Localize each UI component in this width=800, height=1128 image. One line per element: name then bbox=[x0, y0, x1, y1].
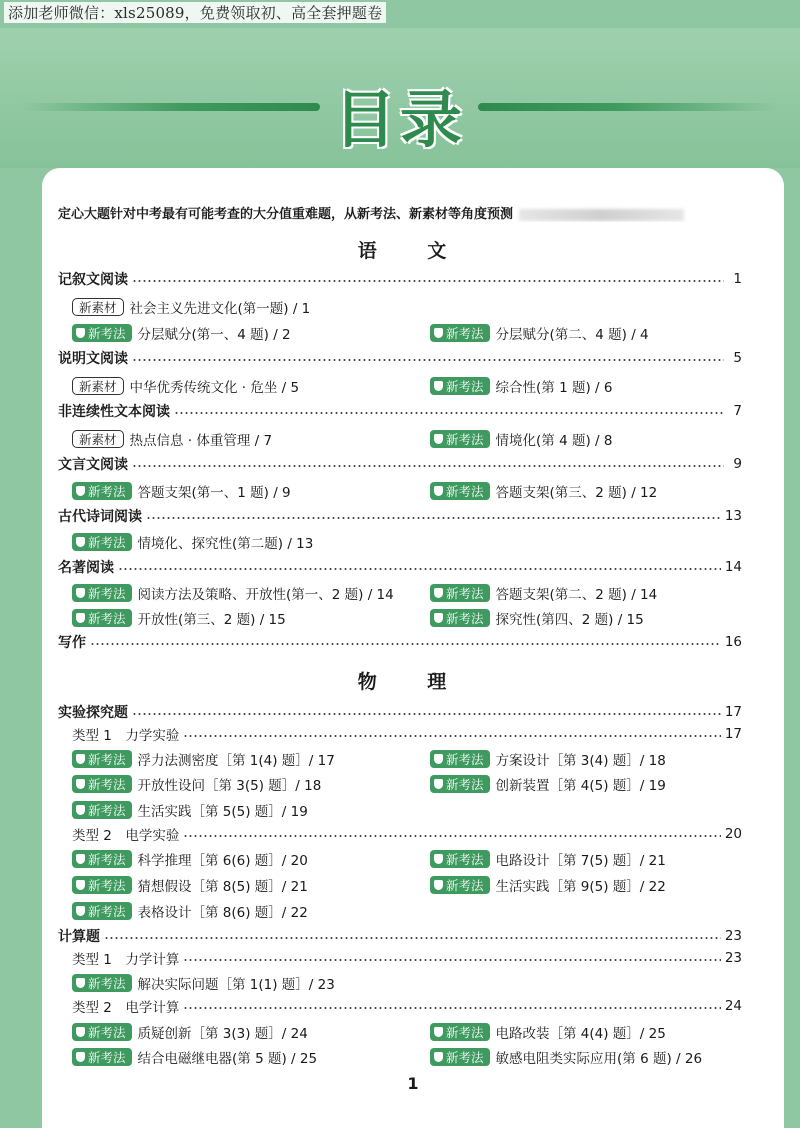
toc-row-expository[interactable]: 说明文阅读 5 bbox=[58, 350, 742, 367]
new-method-badge: 新考法 bbox=[430, 430, 490, 448]
new-material-badge: 新素材 bbox=[72, 430, 124, 448]
toc-row-electrical-calculation[interactable]: 类型 2 电学计算 24 bbox=[72, 998, 742, 1016]
toc-row-writing[interactable]: 写作 16 bbox=[58, 634, 742, 651]
shield-icon bbox=[76, 906, 85, 916]
new-method-badge: 新考法 bbox=[430, 1023, 490, 1041]
shield-icon bbox=[76, 486, 85, 496]
shield-icon bbox=[434, 854, 443, 864]
toc-entry[interactable]: 新素材 社会主义先进文化(第一题) / 1 bbox=[72, 296, 310, 318]
toc-entry[interactable]: 新考法 创新装置［第 4(5) 题］/ 19 bbox=[430, 773, 666, 795]
toc-entry[interactable]: 新考法 阅读方法及策略、开放性(第一、2 题) / 14 bbox=[72, 582, 394, 604]
shield-icon bbox=[434, 434, 443, 444]
new-method-badge: 新考法 bbox=[430, 850, 490, 868]
shield-icon bbox=[76, 537, 85, 547]
new-method-badge: 新考法 bbox=[72, 876, 132, 894]
toc-entry[interactable]: 新考法 综合性(第 1 题) / 6 bbox=[430, 375, 612, 397]
section-title-physics: 物 理 bbox=[357, 671, 469, 693]
new-method-badge: 新考法 bbox=[72, 801, 132, 819]
shield-icon bbox=[76, 1027, 85, 1037]
page-number: 1 bbox=[407, 1074, 419, 1093]
new-method-badge: 新考法 bbox=[72, 324, 132, 342]
shield-icon bbox=[434, 328, 443, 338]
shield-icon bbox=[434, 880, 443, 890]
new-method-badge: 新考法 bbox=[430, 609, 490, 627]
toc-entry[interactable]: 新考法 结合电磁继电器(第 5 题) / 25 bbox=[72, 1046, 317, 1068]
toc-entry[interactable]: 新考法 生活实践［第 5(5) 题］/ 19 bbox=[72, 799, 308, 821]
new-method-badge: 新考法 bbox=[72, 1023, 132, 1041]
shield-icon bbox=[434, 754, 443, 764]
shield-icon bbox=[76, 754, 85, 764]
toc-row-noncontinuous[interactable]: 非连续性文本阅读 7 bbox=[58, 403, 742, 420]
shield-icon bbox=[76, 854, 85, 864]
shield-icon bbox=[434, 1027, 443, 1037]
toc-row-mechanics-calculation[interactable]: 类型 1 力学计算 23 bbox=[72, 950, 742, 968]
new-method-badge: 新考法 bbox=[72, 974, 132, 992]
title-decor-line-left bbox=[20, 103, 320, 111]
shield-icon bbox=[76, 328, 85, 338]
toc-row-narrative[interactable]: 记叙文阅读 1 bbox=[58, 271, 742, 288]
title-decor-line-right bbox=[478, 103, 778, 111]
new-method-badge: 新考法 bbox=[430, 1048, 490, 1066]
toc-entry[interactable]: 新考法 分层赋分(第一、4 题) / 2 bbox=[72, 322, 291, 344]
new-method-badge: 新考法 bbox=[72, 584, 132, 602]
shield-icon bbox=[434, 486, 443, 496]
toc-entry[interactable]: 新素材 中华优秀传统文化 · 危坐 / 5 bbox=[72, 375, 299, 397]
toc-entry[interactable]: 新考法 答题支架(第三、2 题) / 12 bbox=[430, 480, 657, 502]
new-method-badge: 新考法 bbox=[430, 750, 490, 768]
new-method-badge: 新考法 bbox=[72, 1048, 132, 1066]
shield-icon bbox=[76, 613, 85, 623]
toc-entry[interactable]: 新考法 电路设计［第 7(5) 题］/ 21 bbox=[430, 848, 666, 870]
shield-icon bbox=[434, 381, 443, 391]
toc-entry[interactable]: 新考法 表格设计［第 8(6) 题］/ 22 bbox=[72, 900, 308, 922]
section-title-chinese: 语 文 bbox=[357, 240, 469, 262]
shield-icon bbox=[76, 805, 85, 815]
shield-icon bbox=[76, 588, 85, 598]
blurred-text bbox=[519, 209, 684, 221]
new-material-badge: 新素材 bbox=[72, 298, 124, 316]
shield-icon bbox=[76, 779, 85, 789]
new-material-badge: 新素材 bbox=[72, 377, 124, 395]
shield-icon bbox=[434, 779, 443, 789]
toc-row-calculation[interactable]: 计算题 23 bbox=[58, 928, 742, 945]
new-method-badge: 新考法 bbox=[430, 377, 490, 395]
shield-icon bbox=[76, 978, 85, 988]
toc-entry[interactable]: 新考法 分层赋分(第二、4 题) / 4 bbox=[430, 322, 649, 344]
intro-text: 定心大题针对中考最有可能考查的大分值重难题，从新考法、新素材等角度预测 bbox=[58, 203, 778, 222]
shield-icon bbox=[434, 588, 443, 598]
new-method-badge: 新考法 bbox=[72, 850, 132, 868]
toc-entry[interactable]: 新考法 情境化、探究性(第二题) / 13 bbox=[72, 531, 313, 553]
toc-row-mechanics-experiment[interactable]: 类型 1 力学实验 17 bbox=[72, 726, 742, 744]
shield-icon bbox=[434, 613, 443, 623]
toc-entry[interactable]: 新考法 开放性(第三、2 题) / 15 bbox=[72, 607, 286, 629]
toc-row-electrical-experiment[interactable]: 类型 2 电学实验 20 bbox=[72, 826, 742, 844]
new-method-badge: 新考法 bbox=[72, 609, 132, 627]
toc-entry[interactable]: 新考法 敏感电阻类实际应用(第 6 题) / 26 bbox=[430, 1046, 702, 1068]
watermark-text: 添加老师微信：xls25089，免费领取初、高全套押题卷 bbox=[4, 2, 386, 23]
new-method-badge: 新考法 bbox=[430, 324, 490, 342]
toc-entry[interactable]: 新素材 热点信息 · 体重管理 / 7 bbox=[72, 428, 272, 450]
toc-row-classical[interactable]: 文言文阅读 9 bbox=[58, 456, 742, 473]
toc-entry[interactable]: 新考法 答题支架(第二、2 题) / 14 bbox=[430, 582, 657, 604]
new-method-badge: 新考法 bbox=[72, 750, 132, 768]
new-method-badge: 新考法 bbox=[72, 775, 132, 793]
toc-entry[interactable]: 新考法 情境化(第 4 题) / 8 bbox=[430, 428, 612, 450]
new-method-badge: 新考法 bbox=[72, 902, 132, 920]
toc-entry[interactable]: 新考法 解决实际问题［第 1(1) 题］/ 23 bbox=[72, 972, 335, 994]
new-method-badge: 新考法 bbox=[430, 584, 490, 602]
toc-entry[interactable]: 新考法 答题支架(第一、1 题) / 9 bbox=[72, 480, 291, 502]
new-method-badge: 新考法 bbox=[430, 482, 490, 500]
toc-entry[interactable]: 新考法 探究性(第四、2 题) / 15 bbox=[430, 607, 644, 629]
toc-row-classics[interactable]: 名著阅读 14 bbox=[58, 559, 742, 576]
shield-icon bbox=[76, 880, 85, 890]
toc-entry[interactable]: 新考法 浮力法测密度［第 1(4) 题］/ 17 bbox=[72, 748, 335, 770]
toc-entry[interactable]: 新考法 猜想假设［第 8(5) 题］/ 21 bbox=[72, 874, 308, 896]
toc-entry[interactable]: 新考法 生活实践［第 9(5) 题］/ 22 bbox=[430, 874, 666, 896]
new-method-badge: 新考法 bbox=[430, 775, 490, 793]
page-title: 目录 bbox=[333, 83, 466, 156]
shield-icon bbox=[76, 1052, 85, 1062]
toc-entry[interactable]: 新考法 开放性设问［第 3(5) 题］/ 18 bbox=[72, 773, 321, 795]
toc-entry[interactable]: 新考法 方案设计［第 3(4) 题］/ 18 bbox=[430, 748, 666, 770]
toc-entry[interactable]: 新考法 电路改装［第 4(4) 题］/ 25 bbox=[430, 1021, 666, 1043]
shield-icon bbox=[434, 1052, 443, 1062]
toc-entry[interactable]: 新考法 质疑创新［第 3(3) 题］/ 24 bbox=[72, 1021, 308, 1043]
toc-row-experiments[interactable]: 实验探究题 17 bbox=[58, 704, 742, 721]
toc-row-poetry[interactable]: 古代诗词阅读 13 bbox=[58, 508, 742, 525]
new-method-badge: 新考法 bbox=[430, 876, 490, 894]
toc-entry[interactable]: 新考法 科学推理［第 6(6) 题］/ 20 bbox=[72, 848, 308, 870]
new-method-badge: 新考法 bbox=[72, 482, 132, 500]
new-method-badge: 新考法 bbox=[72, 533, 132, 551]
